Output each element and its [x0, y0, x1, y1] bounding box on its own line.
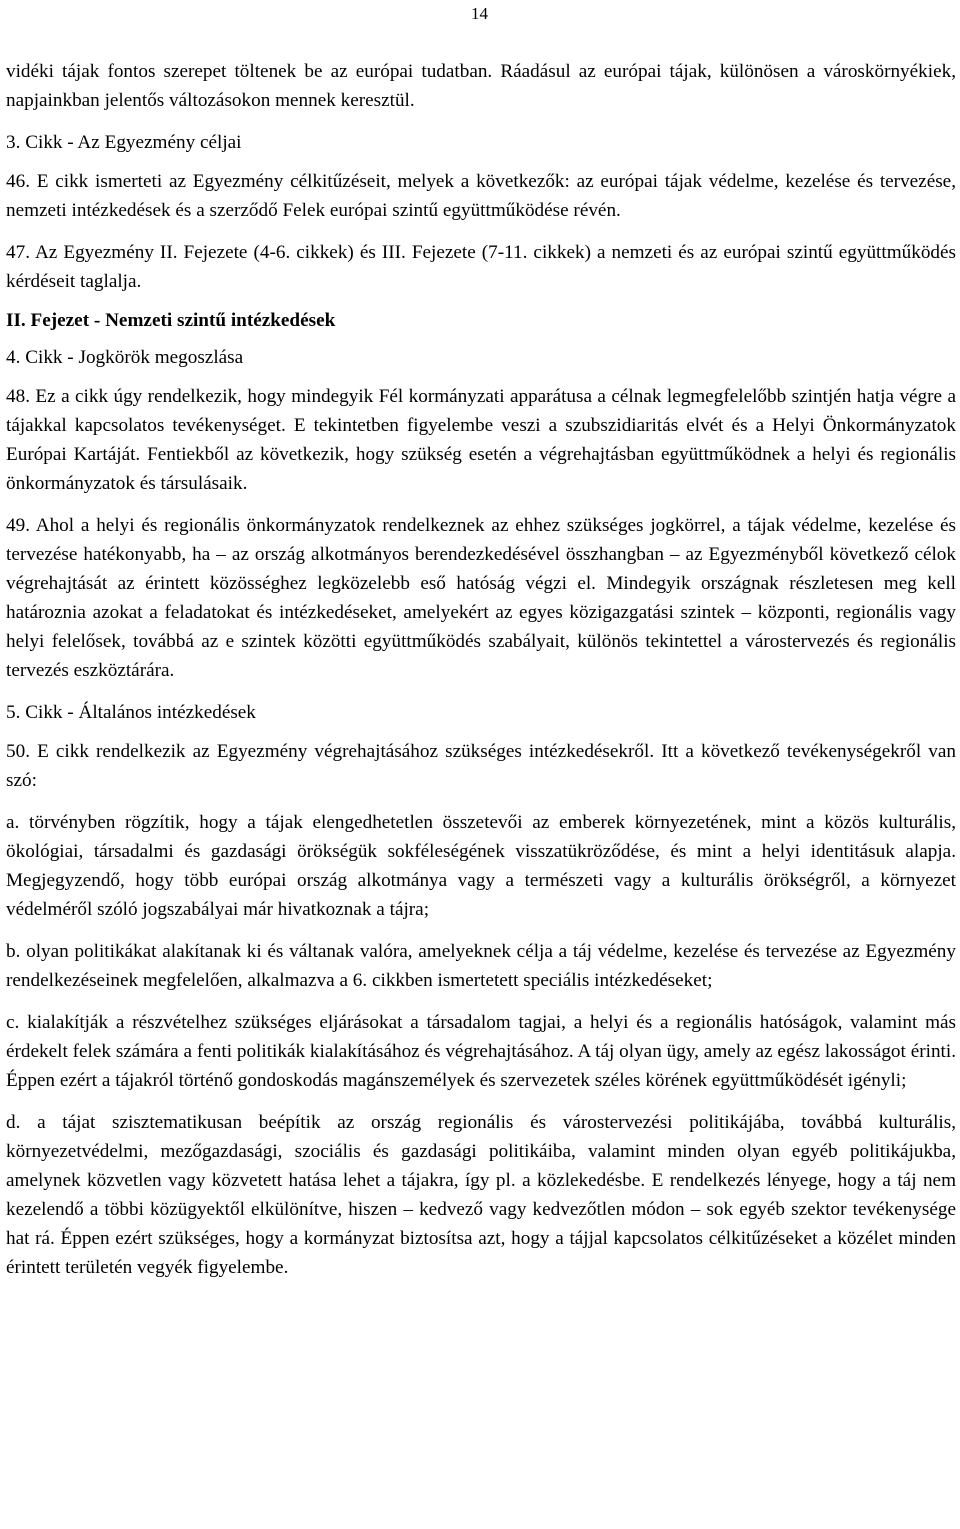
paragraph-intro: vidéki tájak fontos szerepet töltenek be az európai tudatban. Ráadásul az európai tájak, különösen a városkörnyékiek, napjainkban jelentős változásokon mennek keresztül. — [6, 61, 956, 111]
page-number: 14 — [471, 4, 488, 23]
paragraph-50: 50. E cikk rendelkezik az Egyezmény végrehajtásához szükséges intézkedésekről. Itt a következő tevékenységekről van szó: — [6, 741, 956, 791]
list-item-c: c. kialakítják a részvételhez szükséges eljárásokat a társadalom tagjai, a helyi és a regionális hatóságok, valamint más érdekelt felek számára a fenti politikák kialakításához és végrehajtásához. A táj olyan ügy, amely az egész lakosságot érinti. Éppen ezért a tájakról történő gondoskodás magánszemélyek és szervezetek széles körének együttműködését igényli; — [6, 1012, 956, 1091]
list-item-b: b. olyan politikákat alakítanak ki és váltanak valóra, amelyeknek célja a táj védelme, kezelése és tervezése az Egyezmény rendelkezéseinek megfelelően, alkalmazva a 6. cikkben ismertetett speciális intézkedéseket; — [6, 941, 956, 991]
document-body — [6, 57, 956, 1295]
paragraph-46: 46. E cikk ismerteti az Egyezmény célkitűzéseit, melyek a következők: az európai tájak védelme, kezelése és tervezése, nemzeti intézkedések és a szerződő Felek európai szintű együttműködése révén. — [6, 171, 956, 221]
chapter-heading-2: II. Fejezet - Nemzeti szintű intézkedések — [6, 310, 336, 331]
list-item-d: d. a tájat szisztematikusan beépítik az ország regionális és várostervezési politikájába, továbbá kulturális, környezetvédelmi, mezőgazdasági, szociális és gazdasági politikáiba, valamint minden olyan egyéb politikájukba, amelynek közvetlen vagy közvetett hatása lehet a tájakra, így pl. a közlekedésbe. E rendelkezés lényege, hogy a táj nem kezelendő a többi közügyektől elkülönítve, hiszen – kedvező vagy kedvezőtlen módon – sok egyéb szektor tevékenysége hat rá. Éppen ezért szükséges, hogy a kormányzat biztosítsa azt, hogy a tájjal kapcsolatos célkitűzéseket a közélet minden érintett területén vegyék figyelembe. — [6, 1112, 956, 1278]
article-heading-4: 4. Cikk - Jogkörök megoszlása — [6, 347, 244, 368]
paragraph-48: 48. Ez a cikk úgy rendelkezik, hogy mindegyik Fél kormányzati apparátusa a célnak legmegfelelőbb szintjén hatja végre a tájakkal kapcsolatos tevékenységet. E tekintetben figyelembe veszi a szubszidiaritás elvét és a Helyi Önkormányzatok Európai Kartáját. Fentiekből az következik, hogy szükség esetén a végrehajtásban együttműködnek a helyi és regionális önkormányzatok és társulásaik. — [6, 386, 956, 494]
paragraph-49: 49. Ahol a helyi és regionális önkormányzatok rendelkeznek az ehhez szükséges jogkörrel, a tájak védelme, kezelése és tervezése hatékonyabb, ha – az ország alkotmányos berendezkedésével összhangban – az Egyezményből következő célok végrehajtását az érintett közösséghez legközelebb eső hatóság végzi el. Mindegyik országnak részletesen meg kell határoznia azokat a feladatokat és intézkedéseket, amelyekért az egyes közigazgatási szintek – központi, regionális vagy helyi felelősek, továbbá az e szintek közötti együttműködés szabályait, különös tekintettel a várostervezés és regionális tervezés eszköztárára. — [6, 515, 956, 681]
list-item-a: a. törvényben rögzítik, hogy a tájak elengedhetetlen összetevői az emberek környezetének, mint a közös kulturális, ökológiai, társadalmi és gazdasági örökségük sokféleségének visszatükröződése, és mint a helyi identitásuk alapja. Megjegyzendő, hogy több európai ország alkotmánya vagy a természeti vagy a kulturális örökségről, a környezet védelméről szóló jogszabályai már hivatkoznak a tájra; — [6, 812, 956, 920]
article-heading-3: 3. Cikk - Az Egyezmény céljai — [6, 132, 242, 153]
paragraph-47: 47. Az Egyezmény II. Fejezete (4-6. cikkek) és III. Fejezete (7-11. cikkek) a nemzeti és az európai szintű együttműködés kérdéseit taglalja. — [6, 242, 956, 292]
article-heading-5: 5. Cikk - Általános intézkedések — [6, 702, 256, 723]
